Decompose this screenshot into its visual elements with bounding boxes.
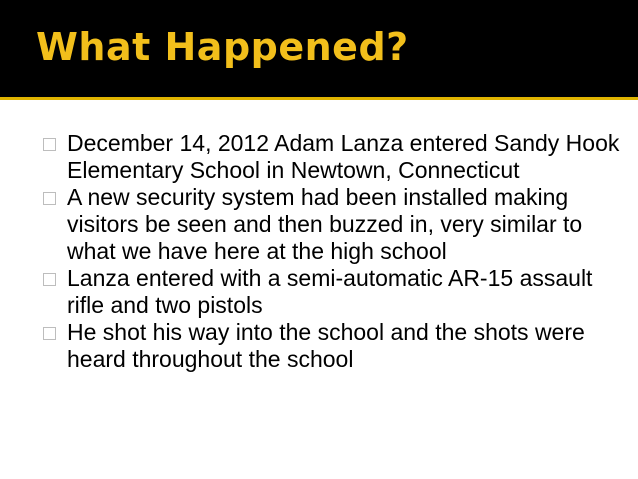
square-bullet-icon [43, 138, 56, 151]
bullet-text: Lanza entered with a semi-automatic AR-15 assault rifle and two pistols [67, 265, 593, 318]
bullet-text: He shot his way into the school and the shots were heard throughout the school [67, 319, 585, 372]
bullet-item [40, 130, 620, 184]
slide-title: What Happened? [36, 25, 409, 69]
title-bar [0, 0, 638, 100]
bullet-text: December 14, 2012 Adam Lanza entered Sandy Hook Elementary School in Newtown, Connecticut [67, 130, 620, 183]
square-bullet-icon [43, 192, 56, 205]
bullet-item [40, 265, 620, 319]
bullet-list [40, 130, 620, 373]
bullet-item [40, 319, 620, 373]
bullet-text: A new security system had been installed making visitors be seen and then buzzed in, very similar to what we have here at the high school [67, 184, 583, 264]
bullet-item [40, 184, 620, 265]
square-bullet-icon [43, 273, 56, 286]
square-bullet-icon [43, 327, 56, 340]
